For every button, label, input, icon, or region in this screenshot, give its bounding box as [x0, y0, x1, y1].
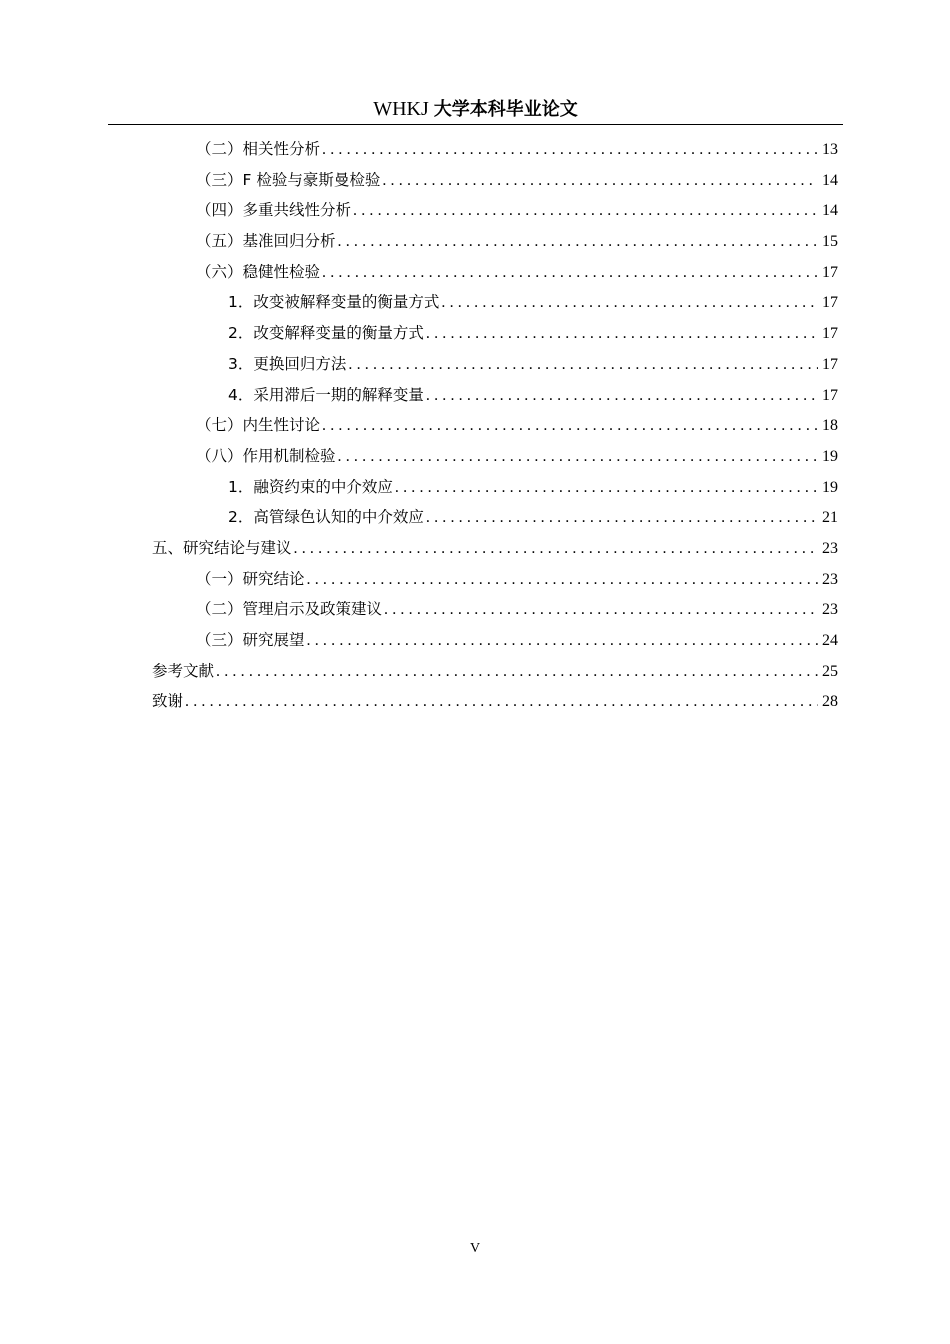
toc-dot-leader	[322, 411, 818, 442]
header-chinese: 大学本科毕业论文	[433, 99, 578, 120]
toc-entry-page: 23	[822, 601, 838, 619]
toc-dot-leader	[348, 350, 818, 381]
toc-entry-page: 17	[822, 325, 838, 343]
toc-entry-page: 28	[822, 693, 838, 711]
toc-entry-page: 17	[822, 263, 838, 281]
toc-entry-title: 致谢	[152, 692, 184, 711]
toc-entry[interactable]	[152, 564, 838, 595]
toc-entry[interactable]	[152, 533, 838, 564]
toc-entry-title: 参考文献	[152, 661, 215, 680]
page-number: V	[469, 1241, 481, 1256]
toc-entry-page: 23	[822, 570, 838, 588]
toc-entry-page: 19	[822, 478, 838, 496]
toc-entry-title: （八）作用机制检验	[196, 446, 336, 465]
toc-entry-title: （六）稳健性检验	[196, 262, 321, 281]
toc-dot-leader	[426, 381, 818, 412]
toc-dot-leader	[426, 319, 818, 350]
toc-entry-page: 19	[822, 447, 838, 465]
toc-entry[interactable]	[152, 410, 838, 441]
table-of-contents	[152, 134, 838, 717]
toc-entry-page: 21	[822, 509, 838, 527]
toc-entry-title: （四）多重共线性分析	[196, 201, 352, 220]
toc-dot-leader	[185, 687, 818, 718]
toc-entry[interactable]	[152, 165, 838, 196]
toc-entry[interactable]	[152, 380, 838, 411]
toc-entry-title: 1．融资约束的中介效应	[228, 477, 393, 496]
toc-entry-title: 4．采用滞后一期的解释变量	[228, 385, 424, 404]
toc-entry[interactable]	[152, 349, 838, 380]
toc-entry-page: 14	[822, 202, 838, 220]
toc-entry[interactable]	[152, 594, 838, 625]
toc-entry-page: 25	[822, 662, 838, 680]
toc-dot-leader	[353, 196, 818, 227]
toc-dot-leader	[307, 626, 818, 657]
toc-entry[interactable]	[152, 686, 838, 717]
running-header	[108, 94, 843, 125]
toc-entry-title: 2．高管绿色认知的中介效应	[228, 508, 424, 527]
toc-entry-title: （二）管理启示及政策建议	[196, 600, 383, 619]
toc-dot-leader	[338, 442, 818, 473]
toc-dot-leader	[441, 288, 818, 319]
toc-dot-leader	[294, 534, 818, 565]
toc-entry[interactable]	[152, 502, 838, 533]
toc-entry-title: （一）研究结论	[196, 569, 305, 588]
toc-entry[interactable]	[152, 656, 838, 687]
toc-entry[interactable]	[152, 472, 838, 503]
toc-entry-page: 17	[822, 294, 838, 312]
toc-entry[interactable]	[152, 195, 838, 226]
toc-entry-page: 14	[822, 171, 838, 189]
toc-entry-page: 18	[822, 417, 838, 435]
toc-entry-page: 17	[822, 386, 838, 404]
toc-entry-title: （三）F 检验与豪斯曼检验	[196, 170, 381, 189]
toc-entry-title: 2．改变解释变量的衡量方式	[228, 324, 424, 343]
toc-entry[interactable]	[152, 441, 838, 472]
toc-entry[interactable]	[152, 625, 838, 656]
toc-dot-leader	[384, 595, 818, 626]
toc-dot-leader	[382, 166, 818, 197]
toc-entry-page: 24	[822, 632, 838, 649]
toc-entry[interactable]	[152, 257, 838, 288]
toc-dot-leader	[322, 135, 818, 166]
toc-dot-leader	[322, 258, 818, 289]
header-latin: WHKJ	[373, 98, 434, 120]
toc-entry-title: 1．改变被解释变量的衡量方式	[228, 293, 440, 312]
toc-entry-page: 13	[822, 141, 838, 158]
toc-dot-leader	[395, 473, 818, 504]
toc-entry[interactable]	[152, 287, 838, 318]
toc-entry-title: 五、研究结论与建议	[152, 538, 292, 557]
toc-entry-title: （七）内生性讨论	[196, 416, 321, 435]
toc-dot-leader	[307, 565, 818, 596]
toc-entry[interactable]	[152, 226, 838, 257]
toc-dot-leader	[216, 657, 818, 688]
toc-entry-page: 23	[822, 539, 838, 557]
toc-entry-title: （五）基准回归分析	[196, 232, 336, 251]
toc-entry[interactable]	[152, 318, 838, 349]
toc-entry-page: 15	[822, 233, 838, 251]
toc-entry-title: （二）相关性分析	[196, 140, 321, 158]
toc-entry-title: 3．更换回归方法	[228, 354, 347, 373]
toc-entry-title: （三）研究展望	[196, 631, 305, 649]
toc-dot-leader	[426, 503, 818, 534]
toc-dot-leader	[338, 227, 818, 258]
toc-entry[interactable]	[152, 134, 838, 165]
toc-entry-page: 17	[822, 355, 838, 373]
